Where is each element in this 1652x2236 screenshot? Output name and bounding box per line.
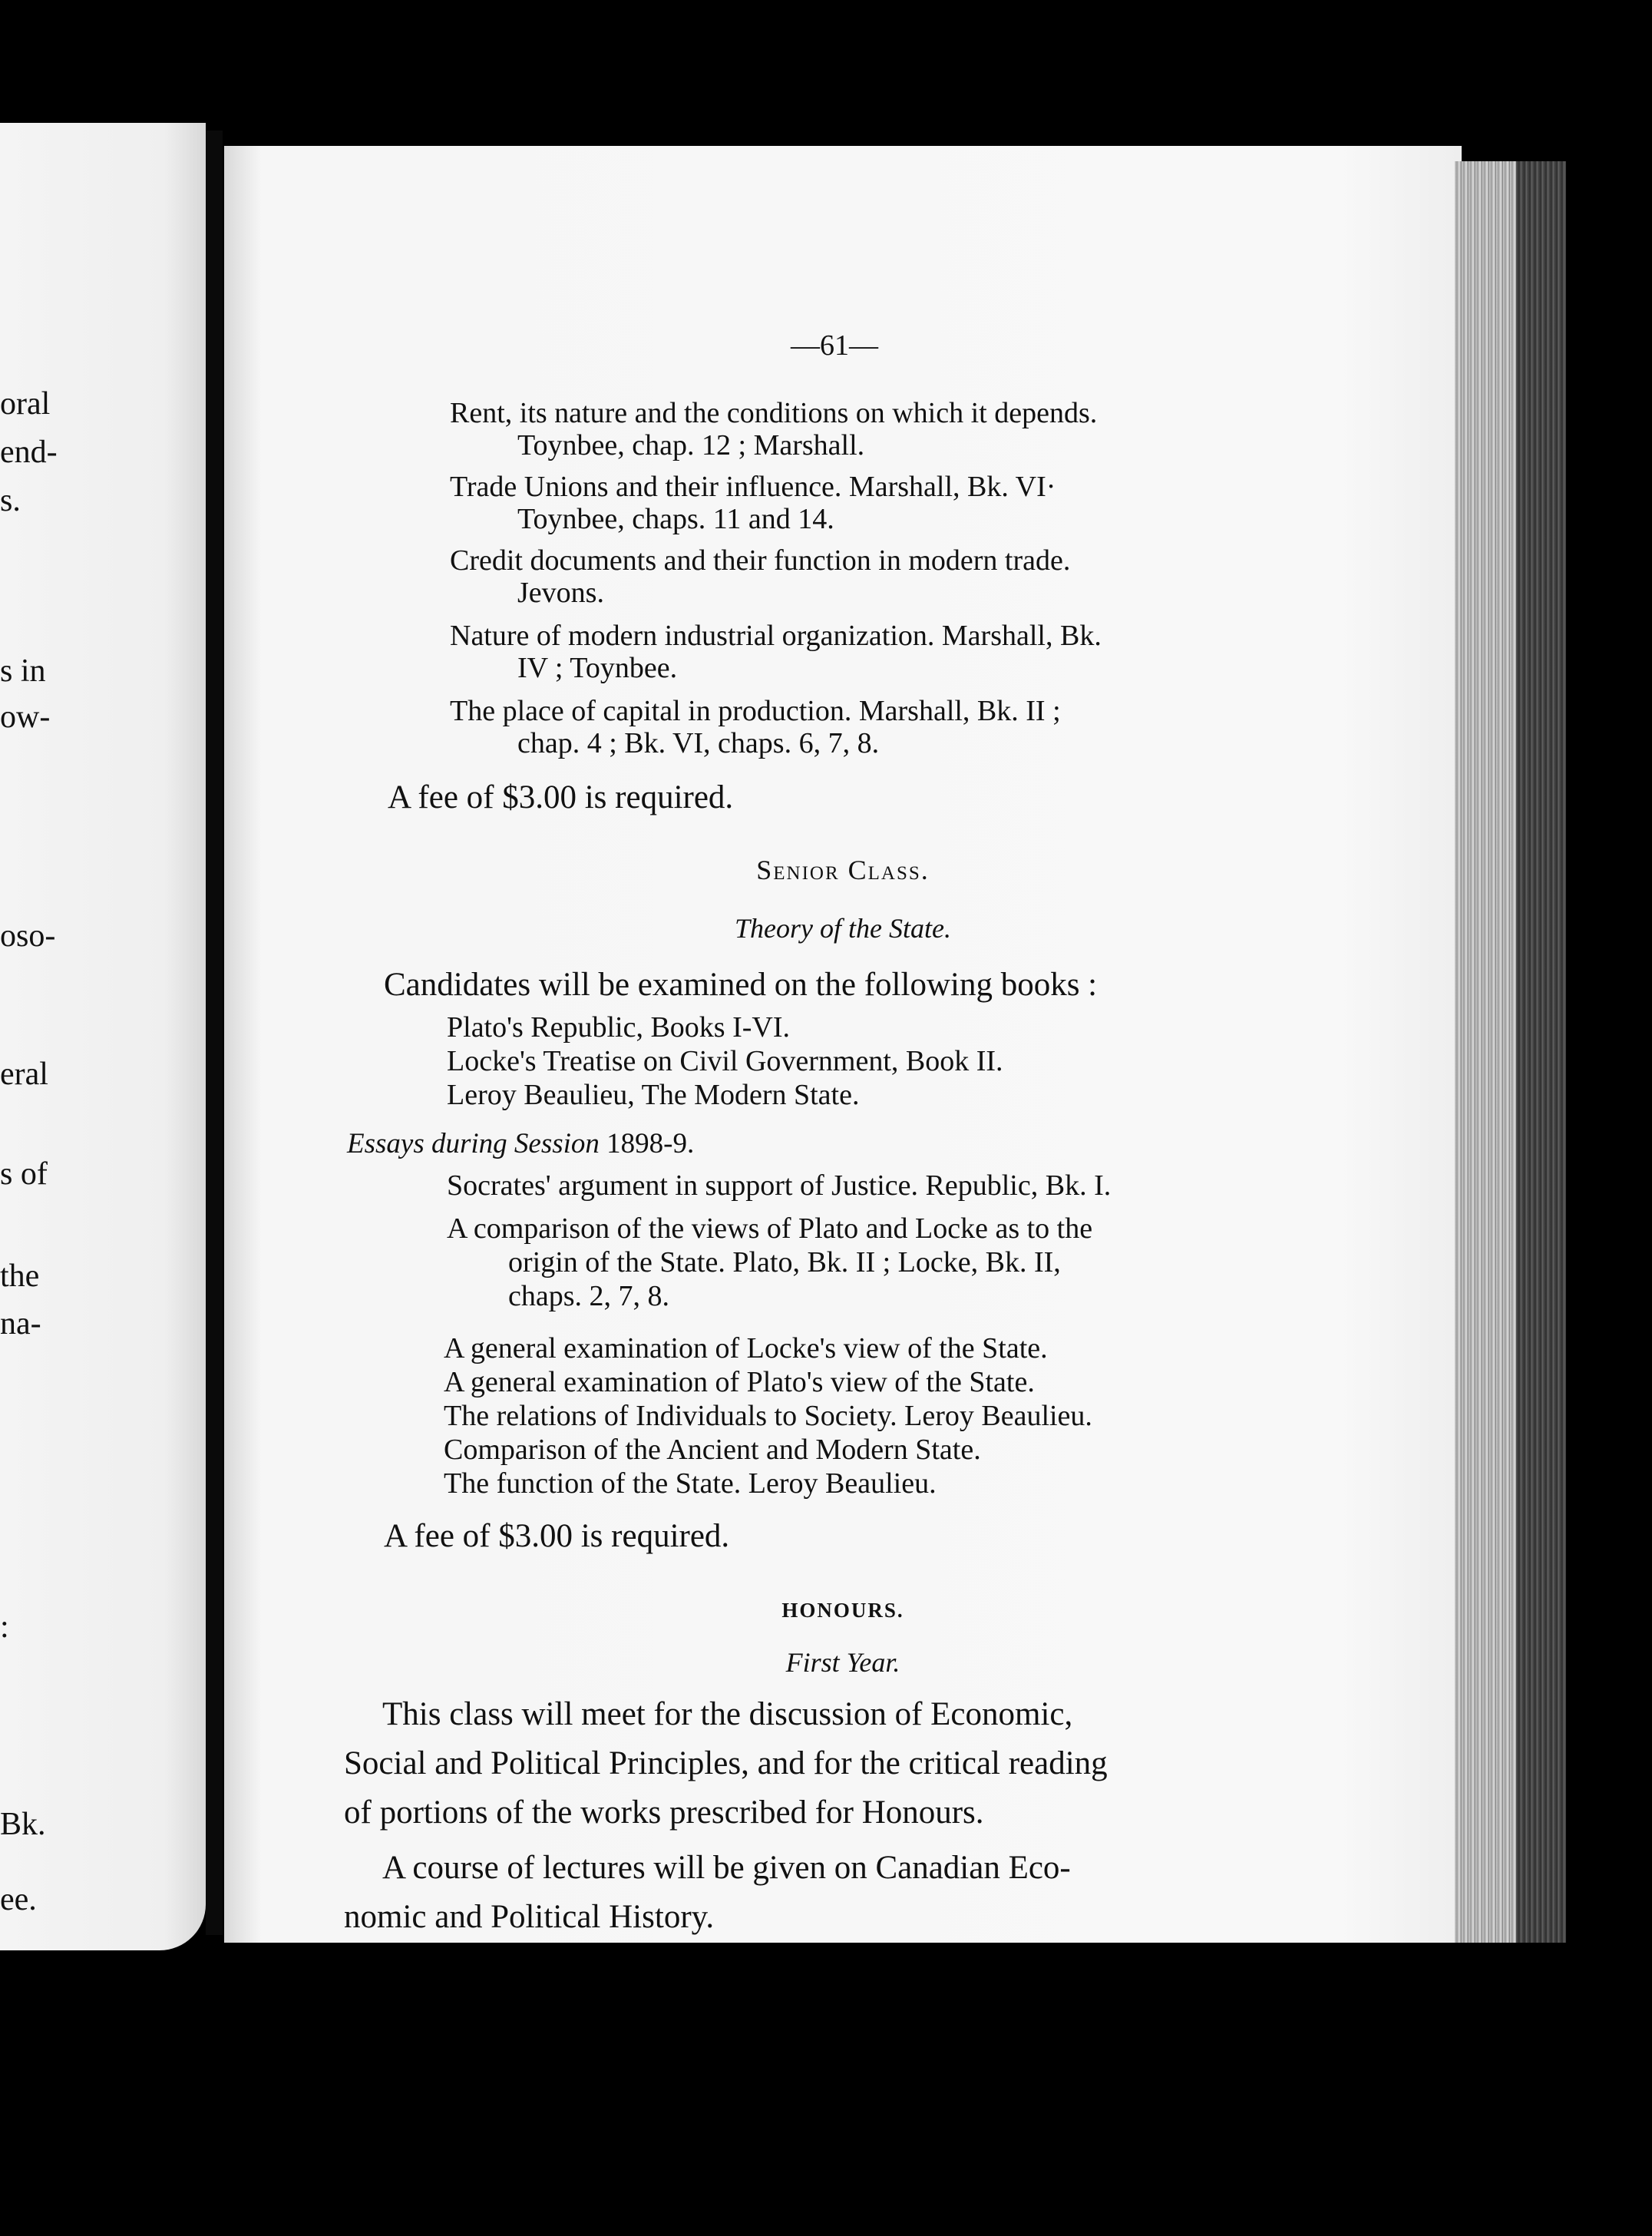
left-fragment: na- xyxy=(0,1306,41,1341)
book-item: Locke's Treatise on Civil Government, Book II. xyxy=(447,1045,1003,1077)
essay-topic: Comparison of the Ancient and Modern State. xyxy=(444,1434,981,1466)
left-fragment: s. xyxy=(0,483,21,518)
left-fragment: eral xyxy=(0,1057,48,1092)
topic-line: Credit documents and their function in modern trade. xyxy=(450,544,1071,577)
left-fragment: ow- xyxy=(0,700,51,735)
topic-line: Jevons. xyxy=(517,577,604,609)
left-fragment: oso- xyxy=(0,918,56,954)
left-fragment: : xyxy=(0,1609,9,1645)
essays-label xyxy=(347,1127,694,1160)
topic-line: The place of capital in production. Marshall, Bk. II ; xyxy=(450,695,1061,727)
essays-label-italic: Essays during Session xyxy=(347,1128,600,1159)
essay-topic: Socrates' argument in support of Justice. Republic, Bk. I. xyxy=(447,1169,1112,1202)
essay-topic: A comparison of the views of Plato and Locke as to the xyxy=(447,1212,1093,1245)
book-binding xyxy=(206,131,223,1935)
page-edges xyxy=(1455,161,1516,1943)
essay-topic: chaps. 2, 7, 8. xyxy=(508,1280,670,1312)
left-fragment: the xyxy=(0,1259,40,1294)
essay-topic: A general examination of Plato's view of the State. xyxy=(444,1366,1035,1398)
fee-notice: A fee of $3.00 is required. xyxy=(384,1518,730,1554)
paragraph-line: nomic and Political History. xyxy=(344,1899,715,1935)
left-fragment: ee. xyxy=(0,1882,37,1917)
essay-topic: origin of the State. Plato, Bk. II ; Locke, Bk. II, xyxy=(508,1246,1061,1278)
topic-line: Toynbee, chap. 12 ; Marshall. xyxy=(517,429,865,461)
left-fragment: oral xyxy=(0,386,51,422)
intro-line: Candidates will be examined on the following books : xyxy=(384,967,1098,1003)
essay-topic: The function of the State. Leroy Beaulieu. xyxy=(444,1467,937,1500)
topic-line: Trade Unions and their influence. Marshall, Bk. VI· xyxy=(450,471,1056,503)
left-fragment: s of xyxy=(0,1156,48,1192)
topic-line: Nature of modern industrial organization. Marshall, Bk. xyxy=(450,620,1102,652)
left-fragment: end- xyxy=(0,435,58,470)
book-item: Plato's Republic, Books I-VI. xyxy=(447,1011,790,1044)
topic-line: IV ; Toynbee. xyxy=(517,652,678,684)
paragraph-line: Social and Political Principles, and for the critical reading xyxy=(344,1745,1108,1781)
paragraph-line: of portions of the works prescribed for Honours. xyxy=(344,1794,984,1831)
section-subheading: Theory of the State. xyxy=(735,913,951,944)
topic-line: Rent, its nature and the conditions on which it depends. xyxy=(450,397,1098,429)
section-heading: HONOURS. xyxy=(781,1599,904,1622)
page-number: —61— xyxy=(791,329,878,362)
section-heading: Senior Class. xyxy=(756,855,930,885)
page-edges-shadow xyxy=(1516,161,1566,1943)
topic-line: chap. 4 ; Bk. VI, chaps. 6, 7, 8. xyxy=(517,727,880,759)
paragraph-line: This class will meet for the discussion of Economic, xyxy=(382,1696,1073,1732)
left-fragment: s in xyxy=(0,653,46,689)
topic-line: Toynbee, chaps. 11 and 14. xyxy=(517,503,834,535)
left-fragment: Bk. xyxy=(0,1807,46,1842)
section-subheading: First Year. xyxy=(785,1647,900,1678)
book-item: Leroy Beaulieu, The Modern State. xyxy=(447,1079,860,1111)
fee-notice: A fee of $3.00 is required. xyxy=(388,779,734,815)
essay-topic: The relations of Individuals to Society. Leroy Beaulieu. xyxy=(444,1400,1092,1432)
left-page xyxy=(0,123,206,1950)
essay-topic: A general examination of Locke's view of the State. xyxy=(444,1332,1048,1364)
paragraph-line: A course of lectures will be given on Canadian Eco- xyxy=(382,1850,1071,1886)
essays-label-year: 1898-9. xyxy=(606,1128,695,1159)
